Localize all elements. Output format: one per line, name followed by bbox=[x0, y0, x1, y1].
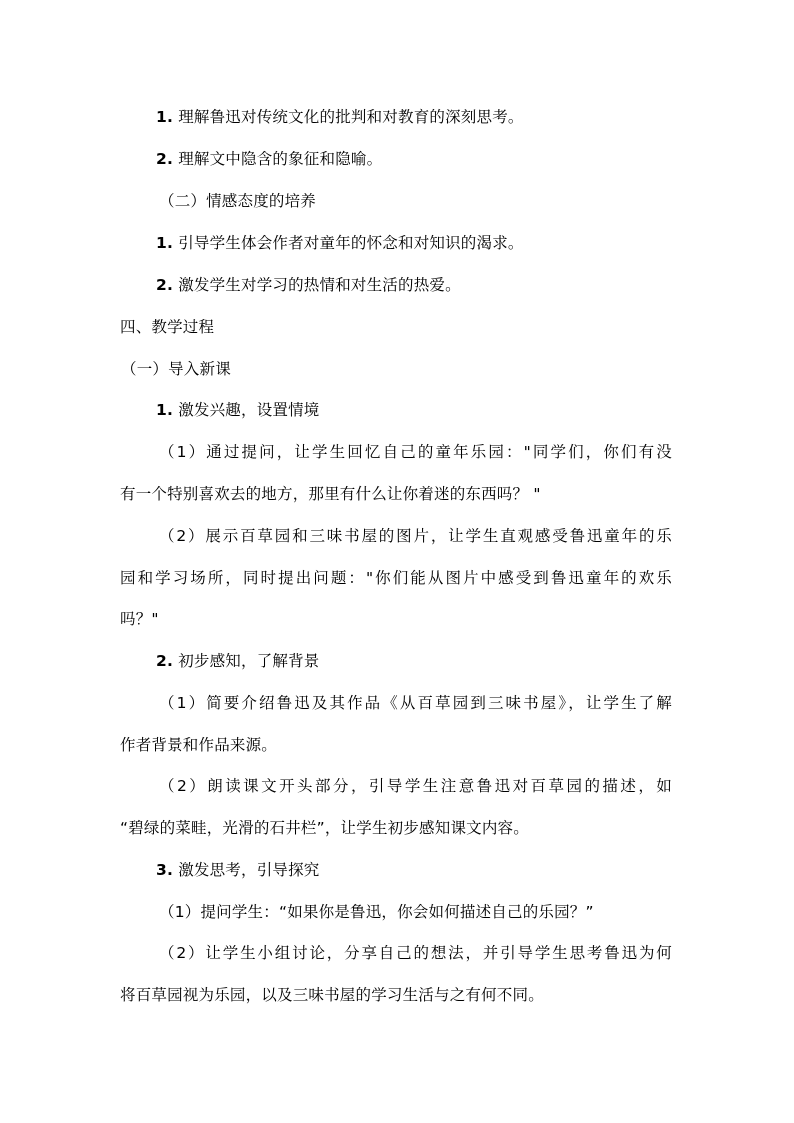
line-text: 理解鲁迅对传统文化的批判和对教育的深刻思考。 bbox=[173, 108, 524, 126]
step-1-heading bbox=[156, 400, 320, 420]
line-text: 初步感知，了解背景 bbox=[173, 652, 320, 670]
line-text: （2）让学生小组讨论，分享自己的想法，并引导学生思考鲁迅为何 bbox=[159, 944, 672, 962]
line-text: 将百草园视为乐园，以及三味书屋的学习生活与之有何不同。 bbox=[120, 986, 544, 1004]
paragraph-line bbox=[159, 526, 672, 546]
line-text: 理解文中隐含的象征和隐喻。 bbox=[173, 150, 383, 168]
objective-2-line bbox=[156, 149, 382, 169]
paragraph-line bbox=[159, 943, 672, 963]
list-number: 1. bbox=[156, 108, 174, 126]
line-text: 作者背景和作品来源。 bbox=[120, 736, 278, 754]
paragraph-line bbox=[120, 985, 544, 1005]
line-text: 四、教学过程 bbox=[120, 318, 215, 336]
list-number: 3. bbox=[156, 861, 174, 879]
line-text: （2）朗读课文开头部分，引导学生注意鲁迅对百草园的描述，如 bbox=[159, 777, 672, 795]
line-text: （1）通过提问，让学生回忆自己的童年乐园："同学们，你们有没 bbox=[159, 443, 672, 461]
line-text: 引导学生体会作者对童年的怀念和对知识的渴求。 bbox=[173, 234, 524, 252]
paragraph-line bbox=[120, 484, 541, 504]
list-number: 1. bbox=[156, 234, 174, 252]
objective-1-line bbox=[156, 107, 524, 127]
chapter-heading-teaching-process bbox=[120, 317, 214, 337]
paragraph-line bbox=[159, 693, 672, 713]
line-text: （一）导入新课 bbox=[121, 360, 231, 378]
list-number: 1. bbox=[156, 401, 174, 419]
list-number: 2. bbox=[156, 150, 174, 168]
step-2-heading bbox=[156, 651, 320, 671]
line-text: 有一个特别喜欢去的地方，那里有什么让你着迷的东西吗？ " bbox=[120, 485, 541, 503]
emotion-1-line bbox=[156, 233, 524, 253]
line-text: 园和学习场所，同时提出问题："你们能从图片中感受到鲁迅童年的欢乐 bbox=[120, 569, 672, 587]
section-heading-emotion bbox=[159, 191, 316, 211]
line-text: （1）提问学生：“如果你是鲁迅，你会如何描述自己的乐园？” bbox=[159, 903, 594, 921]
emotion-2-line bbox=[156, 275, 461, 295]
line-text: 激发思考，引导探究 bbox=[173, 861, 320, 879]
line-text: （1）简要介绍鲁迅及其作品《从百草园到三味书屋》，让学生了解 bbox=[159, 694, 672, 712]
paragraph-line bbox=[120, 609, 159, 629]
line-text: “碧绿的菜畦，光滑的石井栏”，让学生初步感知课文内容。 bbox=[120, 819, 529, 837]
line-text: （2）展示百草园和三味书屋的图片，让学生直观感受鲁迅童年的乐 bbox=[159, 527, 672, 545]
list-number: 2. bbox=[156, 652, 174, 670]
line-text: （二）情感态度的培养 bbox=[159, 192, 317, 210]
paragraph-line bbox=[159, 442, 672, 462]
step-3-heading bbox=[156, 860, 320, 880]
paragraph-line bbox=[159, 776, 672, 796]
paragraph-line bbox=[159, 902, 594, 922]
line-text: 激发兴趣，设置情境 bbox=[173, 401, 320, 419]
line-text: 吗？" bbox=[120, 610, 159, 628]
list-number: 2. bbox=[156, 276, 174, 294]
paragraph-line bbox=[120, 568, 672, 588]
line-text: 激发学生对学习的热情和对生活的热爱。 bbox=[173, 276, 461, 294]
paragraph-line bbox=[120, 735, 277, 755]
paragraph-line bbox=[120, 818, 529, 838]
section-heading-intro bbox=[121, 359, 231, 379]
